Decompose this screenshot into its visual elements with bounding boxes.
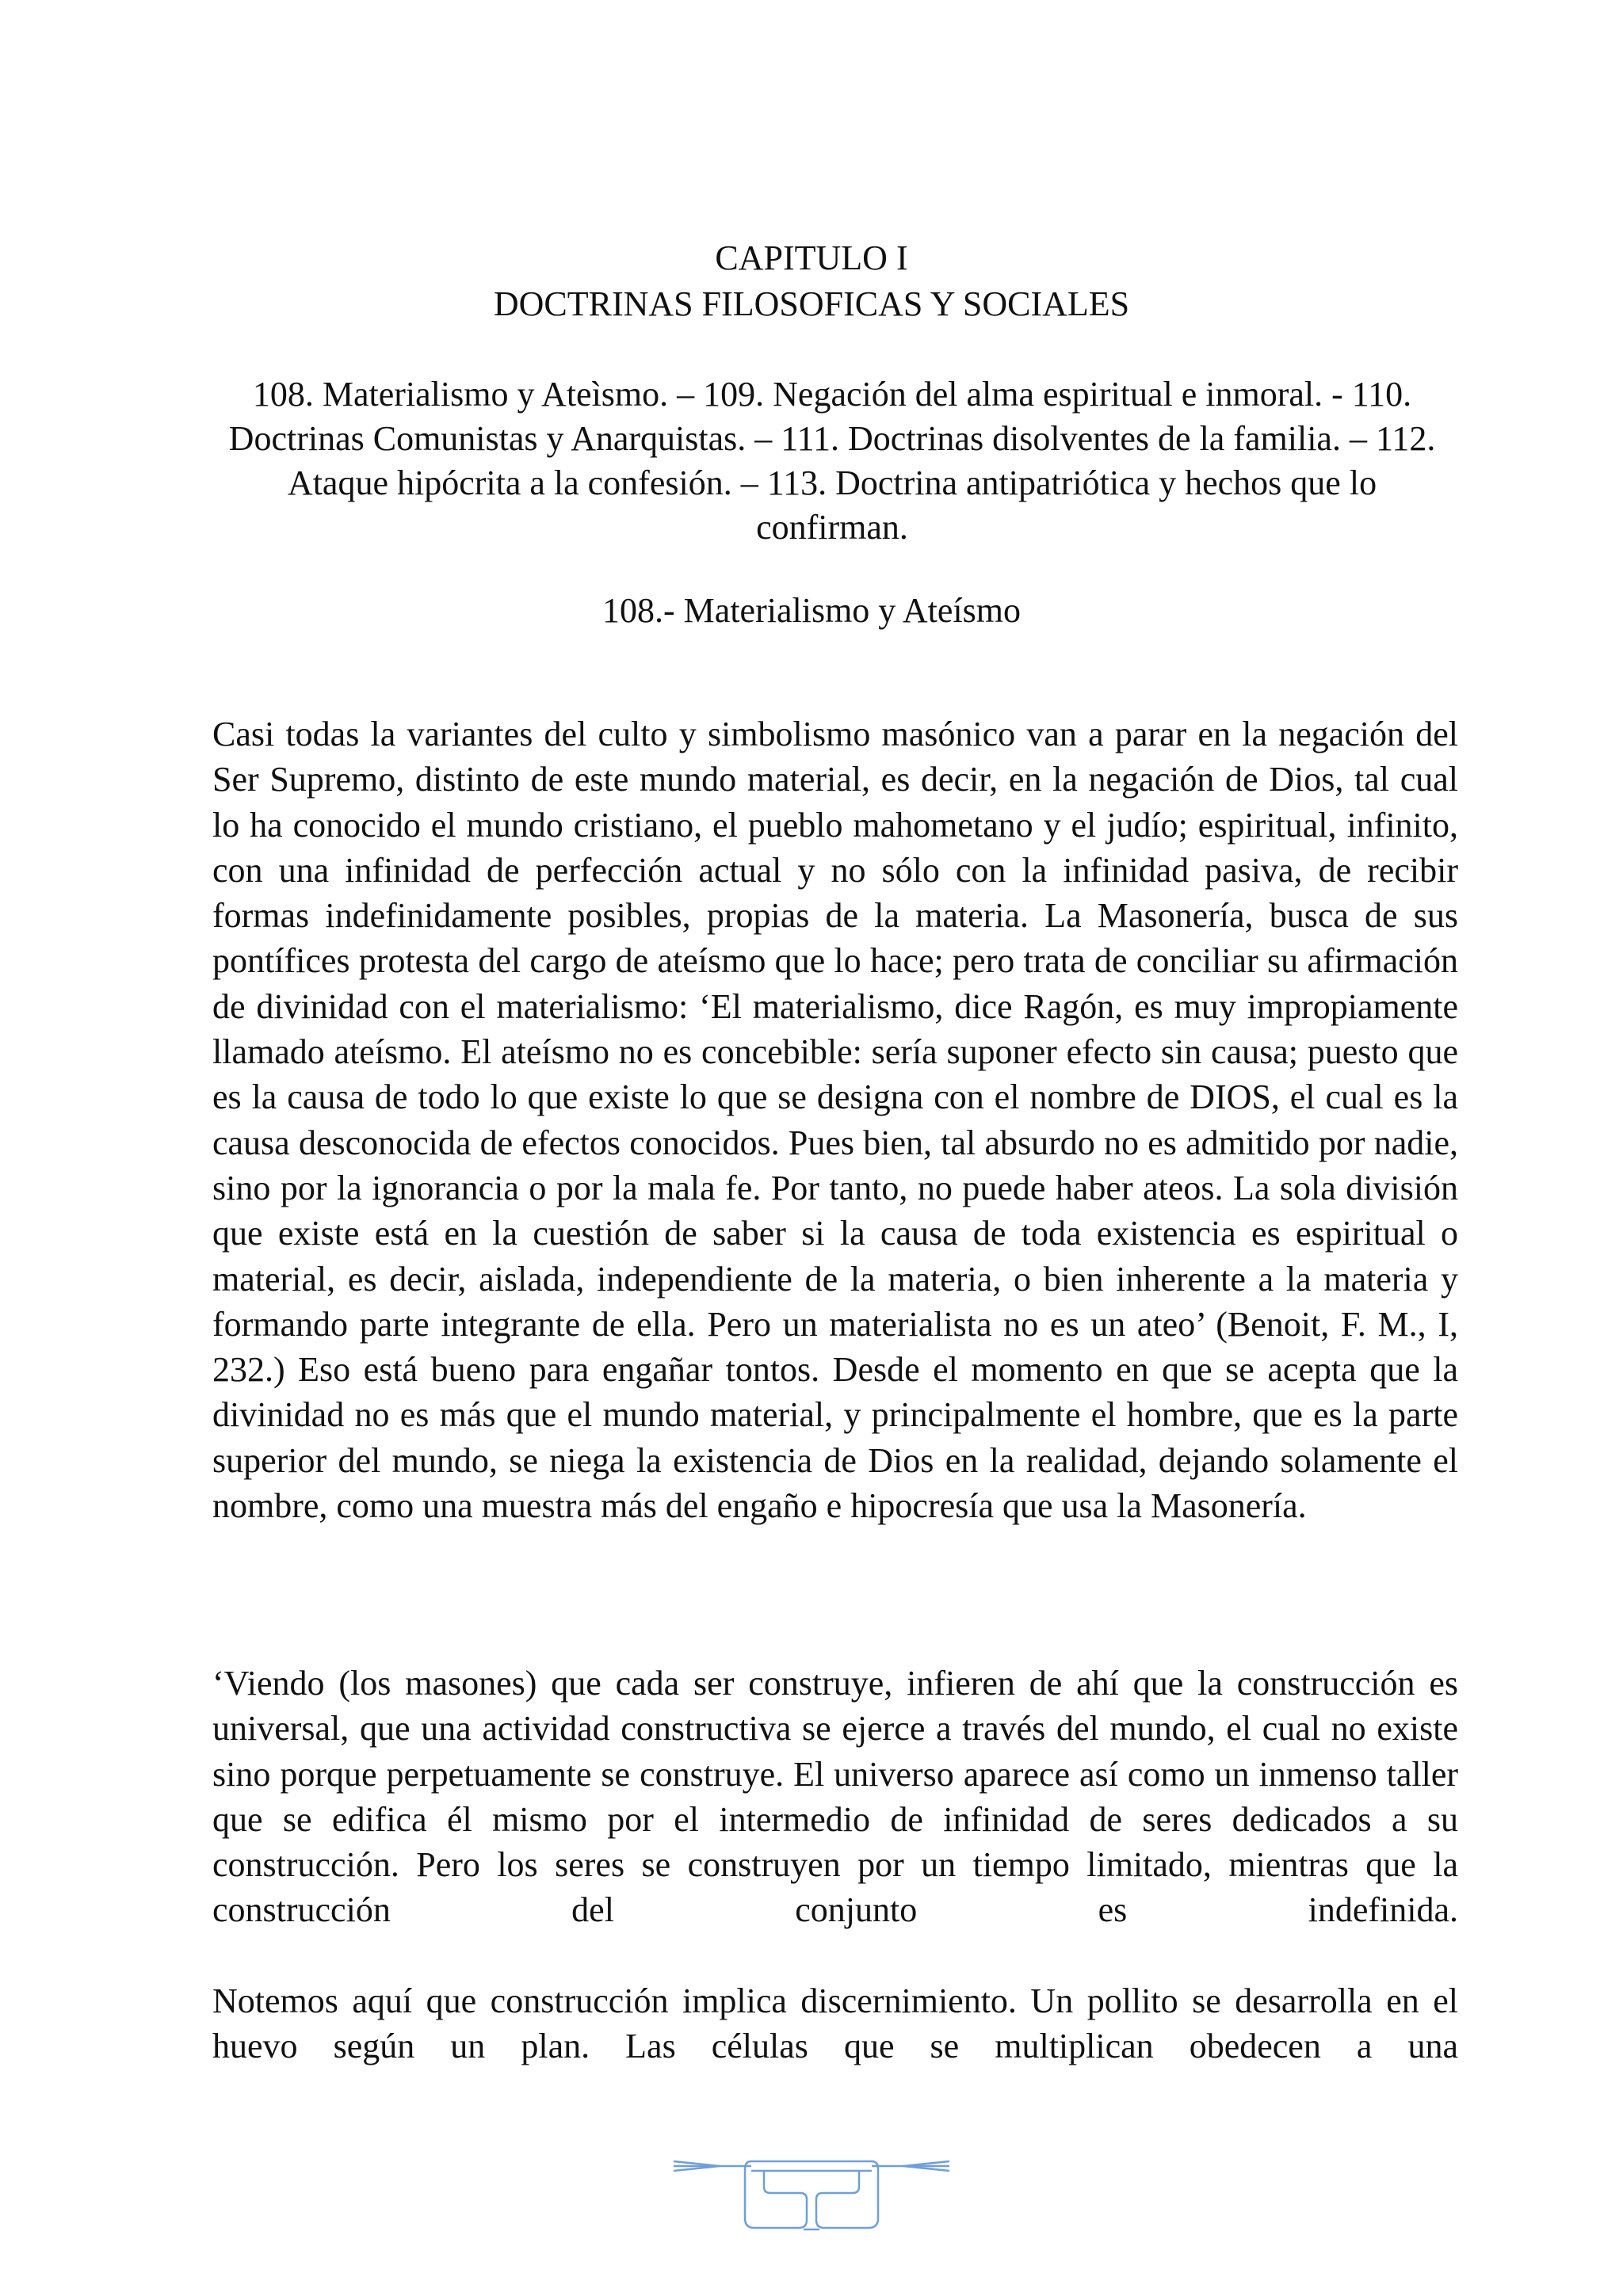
body-paragraph-1: Casi todas la variantes del culto y simbolismo masónico van a parar en la negación del Ser Supremo, distinto de este mundo material, es decir, en la negación de Dios, tal cual lo ha conocido el mundo cristiano, el pueblo mahometano y el judío; espiritual, infinito, con una infinidad de perfección actual y no sólo con la infinidad pasiva, de recibir formas indefinidamente posibles, propias de la materia. La Masonería, busca de sus pontífices protesta del cargo de ateísmo que lo hace; pero trata de conciliar su afirmación de divinidad con el materialismo: ‘El materialismo, dice Ragón, es muy impropiamente llamado ateísmo. El ateísmo no es concebible: sería suponer efecto sin causa; puesto que es la causa de todo lo que existe lo que se designa con el nombre de DIOS, el cual es la causa desconocida de efectos conocidos. Pues bien, tal absurdo no es admitido por nadie, sino por la ignorancia o por la mala fe. Por tanto, no puede haber ateos. La sola división que existe está en la cuestión de saber si la causa de toda existencia es espiritual o material, es decir, aislada, independiente de la materia, o bien inherente a la materia y formando parte integrante de ella. Pero un materialista no es un ateo’ (Benoit, F. M., I, 232.) Eso está bueno para engañar tontos. Desde el momento en que se acepta que la divinidad no es más que el mundo material, y principalmente el hombre, que es la parte superior del mundo, se niega la existencia de Dios en la realidad, dejando solamente el nombre, como una muestra más del engaño e hipocresía que usa la Masonería.	[212, 715, 1458, 1526]
chapter-summary: 108. Materialismo y Ateìsmo. – 109. Negación del alma espiritual e inmoral. - 110. Doctrinas Comunistas y Anarquistas. – 111. Doctrinas disolventes de la familia. – 112. Ataque hipócrita a la confesión. – 113. Doctrina antipatriótica y hechos que lo confirman.	[228, 375, 1436, 547]
chapter-title: DOCTRINAS FILOSOFICAS Y SOCIALES	[493, 284, 1130, 323]
body-paragraph-3: Notemos aquí que construcción implica discernimiento. Un pollito se desarrolla en el huevo según un plan. Las células que se multiplican obedecen a una	[212, 1981, 1458, 2066]
decorative-border-ornament-icon	[672, 2155, 951, 2231]
section-heading: 108.- Materialismo y Ateísmo	[602, 591, 1021, 630]
chapter-heading: CAPITULO I	[715, 238, 908, 277]
body-paragraph-2: ‘Viendo (los masones) que cada ser construye, infieren de ahí que la construcción es universal, que una actividad constructiva se ejerce a través del mundo, el cual no existe sino porque perpetuamente se construye. El universo aparece así como un inmenso taller que se edifica él mismo por el intermedio de infinidad de seres dedicados a su construcción. Pero los seres se construyen por un tiempo limitado, mientras que la construcción del conjunto es indefinida.	[212, 1664, 1458, 1930]
